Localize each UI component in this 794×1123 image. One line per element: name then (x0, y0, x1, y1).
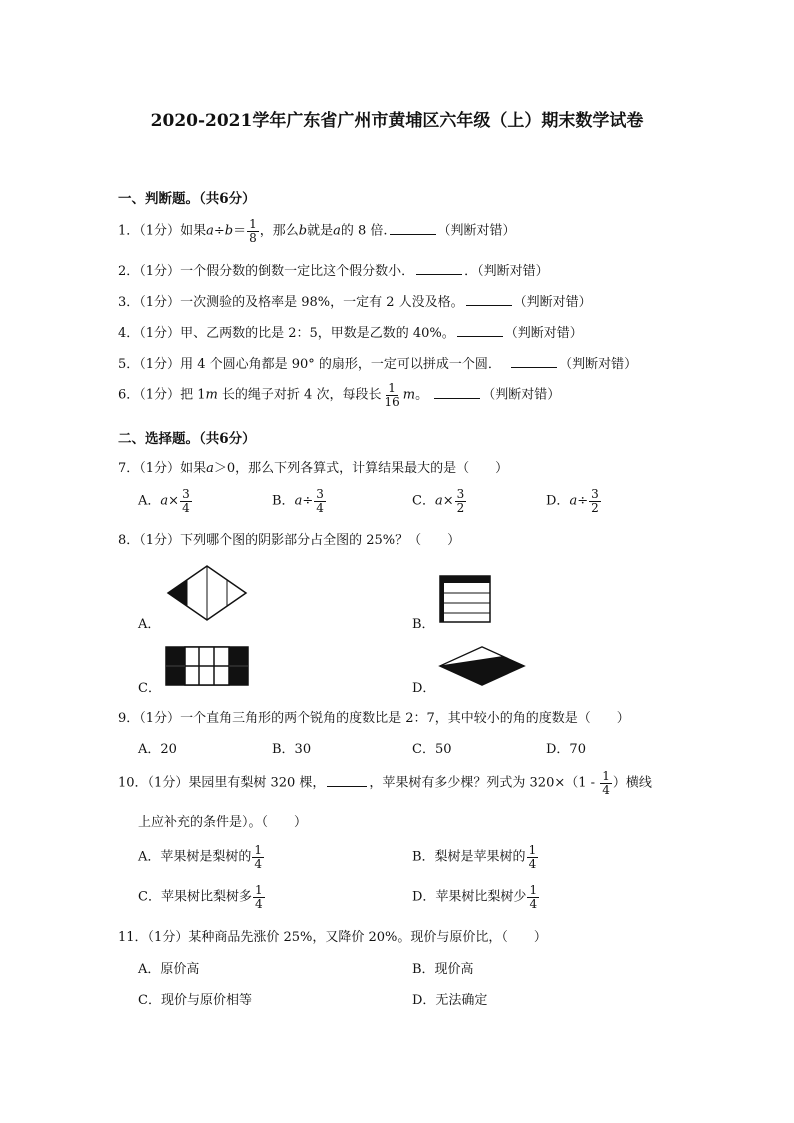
question-number: 7． (118, 461, 140, 476)
question-11 (118, 926, 547, 945)
variable-a: a (569, 493, 578, 509)
fraction-denominator: 8 (249, 230, 257, 245)
question-text: 某种商品先涨价 25%，又降价 20%。现价与原价比，（ ） (188, 930, 547, 945)
judge-hint: （判断对错） (437, 223, 516, 239)
question-text: 的 8 倍. (340, 223, 388, 239)
question-8 (118, 529, 460, 548)
fraction (527, 844, 539, 870)
question-score: （1分） (139, 223, 181, 239)
figure-c-grid-rectangle[interactable] (164, 645, 250, 687)
fraction-denominator: 4 (254, 856, 263, 871)
option-b[interactable]: B．30 (272, 742, 312, 757)
fraction-numerator: 1 (529, 883, 538, 897)
question-score: （1分） (139, 326, 181, 341)
fraction-numerator: 1 (602, 769, 610, 783)
fraction-numerator: 3 (456, 487, 465, 501)
variable-a: a (160, 493, 169, 509)
option-c[interactable] (138, 884, 266, 910)
fraction-denominator: 4 (602, 782, 610, 797)
page-title: 2020-2021学年广东省广州市黄埔区六年级（上）期末数学试卷 (150, 111, 644, 131)
figure-d-diamond[interactable] (437, 645, 527, 687)
fraction-denominator: 4 (528, 856, 537, 871)
variable-a: a (434, 493, 443, 509)
fraction-denominator: 16 (384, 394, 400, 409)
option-a[interactable] (138, 844, 265, 870)
option-label: B．梨树是苹果树的 (412, 849, 526, 865)
answer-blank[interactable] (390, 222, 436, 235)
fraction (253, 884, 265, 910)
question-number: 6． (118, 387, 140, 403)
question-text: 甲、乙两数的比是 2：5，甲数是乙数的 40%。 (180, 326, 455, 341)
figure-b-striped-square[interactable] (437, 574, 493, 624)
option-label: D．苹果树比梨树少 (412, 889, 527, 905)
question-text: 一个假分数的倒数一定比这个假分数小． (180, 264, 415, 279)
question-2 (118, 260, 549, 279)
question-score: （1分） (139, 264, 181, 279)
option-b[interactable]: B．现价高 (412, 962, 474, 977)
option-label: C．苹果树比梨树多 (138, 889, 252, 905)
fraction-numerator: 1 (254, 843, 263, 857)
question-number: 11． (118, 930, 148, 945)
question-text: 一次测验的及格率是 98%，一定有 2 人没及格。 (180, 295, 464, 310)
judge-hint: （判断对错） (513, 295, 592, 310)
question-number: 3． (118, 295, 140, 310)
question-text: 下列哪个图的阴影部分占全图的 25%？（ ） (180, 533, 461, 548)
question-5 (118, 353, 637, 372)
option-a[interactable]: A．20 (138, 742, 177, 757)
question-text: 。 (415, 387, 429, 403)
answer-blank[interactable] (511, 355, 557, 368)
figure-a-diamond[interactable] (165, 564, 249, 622)
operator: × (442, 493, 454, 509)
question-number: 2． (118, 264, 140, 279)
operator: ÷ (213, 223, 225, 239)
option-c[interactable]: C．50 (412, 742, 452, 757)
option-a[interactable] (138, 488, 193, 514)
question-text: 把 1 (180, 387, 206, 403)
question-7 (118, 457, 508, 476)
option-d-label[interactable]: D． (412, 681, 436, 696)
judge-hint: （判断对错） (504, 326, 583, 341)
fraction-numerator: 3 (316, 487, 324, 501)
variable-b: b (298, 223, 308, 239)
option-c[interactable] (412, 488, 467, 514)
fraction (455, 488, 467, 514)
option-b[interactable] (272, 488, 327, 514)
question-10-line2: 上应补充的条件是）。（ ） (138, 815, 308, 830)
fraction-denominator: 2 (456, 500, 465, 515)
option-d[interactable]: D．无法确定 (412, 993, 488, 1008)
fraction (247, 218, 259, 244)
fraction-numerator: 3 (591, 487, 599, 501)
question-score: （1分） (147, 930, 189, 945)
variable-a: a (294, 493, 303, 509)
variable-a: a (206, 461, 214, 476)
fraction (600, 770, 612, 796)
option-a[interactable]: A．原价高 (138, 962, 200, 977)
option-d[interactable] (412, 884, 540, 910)
fraction (382, 382, 401, 408)
fraction (527, 884, 539, 910)
question-9 (118, 707, 630, 726)
question-4 (118, 322, 583, 341)
question-score: （1分） (139, 295, 181, 310)
question-text: 长的绳子对折 4 次，每段长 (217, 387, 382, 403)
question-number: 1． (118, 223, 140, 239)
option-label: A． (138, 493, 161, 509)
question-1 (118, 218, 516, 244)
fraction-numerator: 1 (254, 883, 263, 897)
question-score: （1分） (139, 357, 181, 372)
fraction (252, 844, 264, 870)
option-a-label[interactable]: A． (138, 617, 161, 632)
option-c-label[interactable]: C． (138, 681, 161, 696)
answer-blank[interactable] (466, 293, 512, 306)
option-label: B． (272, 493, 295, 509)
variable-b: b (224, 223, 234, 239)
answer-blank[interactable] (434, 386, 480, 399)
fraction-denominator: 4 (316, 500, 324, 515)
section-heading-judge: 一、判断题。（共6分） (118, 191, 256, 207)
question-3 (118, 291, 592, 310)
unit-m: m (205, 387, 218, 403)
judge-hint: （判断对错） (559, 357, 638, 372)
option-d[interactable] (546, 488, 602, 514)
fraction-denominator: 4 (182, 500, 190, 515)
answer-blank[interactable] (457, 324, 503, 337)
question-text: 一个直角三角形的两个锐角的度数比是 2：7，其中较小的角的度数是（ ） (180, 711, 630, 726)
question-10 (118, 770, 652, 796)
operator: ÷ (302, 493, 314, 509)
section-heading-choice: 二、选择题。（共6分） (118, 431, 256, 447)
fraction (180, 488, 192, 514)
operator: × (168, 493, 180, 509)
fraction-numerator: 1 (528, 843, 537, 857)
fraction-numerator: 1 (249, 217, 257, 231)
operator: ÷ (577, 493, 589, 509)
operator: ＝ (233, 223, 247, 239)
question-text: ）横线 (612, 775, 652, 791)
fraction-numerator: 1 (388, 381, 396, 395)
question-score: （1分） (139, 533, 181, 548)
fraction-denominator: 4 (254, 896, 263, 911)
option-b-label[interactable]: B． (412, 617, 435, 632)
judge-hint: ．（判断对错） (464, 264, 549, 279)
fraction (589, 488, 601, 514)
question-number: 5． (118, 357, 140, 372)
judge-hint: （判断对错） (482, 387, 561, 403)
option-label: A．苹果树是梨树的 (138, 849, 252, 865)
fraction-denominator: 2 (591, 500, 599, 515)
question-score: （1分） (139, 711, 181, 726)
question-text: 如果 (180, 461, 207, 476)
question-text: ＞0，那么下列各算式，计算结果最大的是（ ） (213, 461, 509, 476)
option-label: D． (546, 493, 570, 509)
question-number: 8． (118, 533, 140, 548)
answer-blank[interactable] (327, 774, 367, 787)
question-6 (118, 382, 560, 408)
option-c[interactable]: C．现价与原价相等 (138, 993, 252, 1008)
fraction-denominator: 4 (529, 896, 538, 911)
option-b[interactable] (412, 844, 539, 870)
question-number: 4． (118, 326, 140, 341)
question-score: （1分） (139, 387, 181, 403)
answer-blank[interactable] (416, 262, 462, 275)
question-text: ，苹果树有多少棵？列式为 320×（1 - (369, 775, 600, 791)
option-d[interactable]: D．70 (546, 742, 586, 757)
question-score: （1分） (147, 775, 189, 791)
question-number: 9． (118, 711, 140, 726)
question-text: ，那么 (259, 223, 299, 239)
question-text: 果园里有梨树 320 棵， (188, 775, 326, 791)
question-score: （1分） (139, 461, 181, 476)
fraction (314, 488, 326, 514)
option-label: C． (412, 493, 435, 509)
variable-a: a (333, 223, 341, 239)
variable-a: a (206, 223, 214, 239)
fraction-numerator: 3 (182, 487, 190, 501)
unit-m: m (402, 387, 416, 403)
question-text: 就是 (307, 223, 334, 239)
question-number: 10． (118, 775, 148, 791)
question-text: 用 4 个圆心角都是 90° 的扇形，一定可以拼成一个圆． (180, 357, 501, 372)
question-text: 如果 (180, 223, 207, 239)
